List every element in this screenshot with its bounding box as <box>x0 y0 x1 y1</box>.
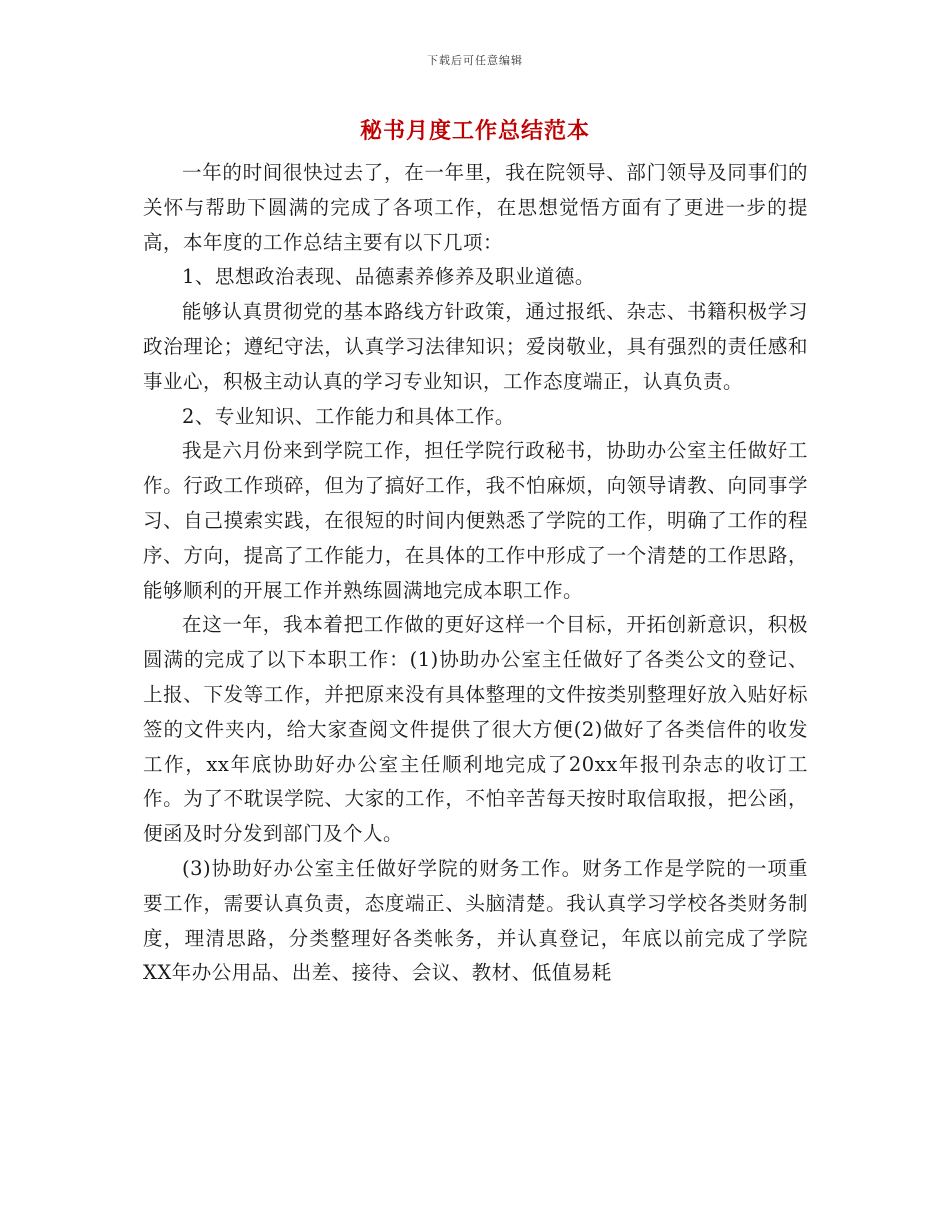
document-body <box>143 156 808 991</box>
paragraph-duties: 在这一年，我本着把工作做的更好这样一个目标，开拓创新意识，积极圆满的完成了以下本职工作：(1)协助办公室主任做好了各类公文的登记、上报、下发等工作，并把原来没有具体整理的文件按类别整理好放入贴好标签的文件夹内，给大家查阅文件提供了很大方便(2)做好了各类信件的收发工作，xx年底协助好办公室主任顺利地完成了20xx年报刊杂志的收订工作。为了不耽误学院、大家的工作，不怕辛苦每天按时取信取报，把公函，便函及时分发到部门及个人。 <box>143 613 808 846</box>
document-title: 秘书月度工作总结范本 <box>359 118 590 144</box>
paragraph-finance: (3)协助好办公室主任做好学院的财务工作。财务工作是学院的一项重要工作，需要认真负责，态度端正、头脑清楚。我认真学习学校各类财务制度，理清思路，分类整理好各类帐务，并认真登记，年底以前完成了学院XX年办公用品、出差、接待、会议、教材、低值易耗 <box>143 856 808 985</box>
paragraph-heading-1: 1、思想政治表现、品德素养修养及职业道德。 <box>182 265 595 289</box>
paragraph-work-start: 我是六月份来到学院工作，担任学院行政秘书，协助办公室主任做好工作。行政工作琐碎，但为了搞好工作，我不怕麻烦，向领导请教、向同事学习、自己摸索实践，在很短的时间内便熟悉了学院的工作，明确了工作的程序、方向，提高了工作能力，在具体的工作中形成了一个清楚的工作思路，能够顺利的开展工作并熟练圆满地完成本职工作。 <box>143 439 808 602</box>
paragraph-political: 能够认真贯彻党的基本路线方针政策，通过报纸、杂志、书籍积极学习政治理论；遵纪守法，认真学习法律知识；爱岗敬业，具有强烈的责任感和事业心，积极主动认真的学习专业知识，工作态度端正，认真负责。 <box>143 300 808 393</box>
paragraph-heading-2: 2、专业知识、工作能力和具体工作。 <box>182 404 515 428</box>
header-note: 下载后可任意编辑 <box>427 54 523 67</box>
paragraph-intro: 一年的时间很快过去了，在一年里，我在院领导、部门领导及同事们的关怀与帮助下圆满的完成了各项工作，在思想觉悟方面有了更进一步的提高，本年度的工作总结主要有以下几项： <box>143 161 808 254</box>
